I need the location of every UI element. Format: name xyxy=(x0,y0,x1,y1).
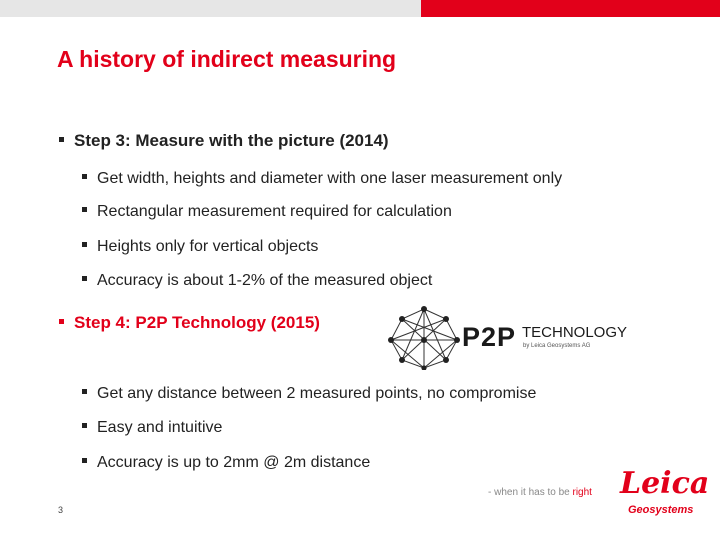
p2p-word: TECHNOLOGY xyxy=(522,324,628,341)
list-item xyxy=(82,203,452,221)
leica-logo-sub: Geosystems xyxy=(628,504,694,516)
list-item xyxy=(82,170,562,188)
bullet-icon xyxy=(82,174,87,179)
list-item-text: Get width, heights and diameter with one laser measurement only xyxy=(97,170,563,187)
bullet-icon xyxy=(59,319,64,324)
list-item-text: Accuracy is about 1-2% of the measured object xyxy=(97,272,433,289)
list-item xyxy=(82,385,536,403)
bullet-icon xyxy=(59,137,64,142)
step3-heading: Step 3: Measure with the picture (2014) xyxy=(74,131,389,150)
top-red-bar xyxy=(421,0,720,17)
list-item xyxy=(82,238,318,256)
list-item-text: Get any distance between 2 measured points, no compromise xyxy=(97,385,537,402)
list-item xyxy=(82,419,222,437)
top-gray-bar xyxy=(0,0,421,17)
bullet-icon xyxy=(82,458,87,463)
step4-heading: Step 4: P2P Technology (2015) xyxy=(74,313,320,332)
list-item-text: Accuracy is up to 2mm @ 2m distance xyxy=(97,454,371,471)
step4-heading-item xyxy=(59,313,320,333)
step3-heading-item xyxy=(59,131,389,151)
p2p-technology-logo xyxy=(386,306,638,370)
leica-logo-word: Leica xyxy=(620,466,710,501)
list-item-text: Easy and intuitive xyxy=(97,419,223,436)
page-number: 3 xyxy=(58,505,64,515)
bullet-icon xyxy=(82,389,87,394)
tagline xyxy=(488,487,592,498)
bullet-icon xyxy=(82,276,87,281)
list-item-text: Rectangular measurement required for calculation xyxy=(97,203,452,220)
tagline-highlight: right xyxy=(572,487,592,498)
tagline-prefix: - when it has to be xyxy=(488,487,573,498)
list-item xyxy=(82,454,370,472)
bullet-icon xyxy=(82,423,87,428)
leica-logo xyxy=(618,466,710,526)
p2p-byline: by Leica Geosystems AG xyxy=(523,343,591,349)
list-item-text: Heights only for vertical objects xyxy=(97,238,319,255)
list-item xyxy=(82,272,432,290)
p2p-mark: P2P xyxy=(462,322,517,352)
bullet-icon xyxy=(82,242,87,247)
bullet-icon xyxy=(82,207,87,212)
slide-title: A history of indirect measuring xyxy=(57,46,397,72)
